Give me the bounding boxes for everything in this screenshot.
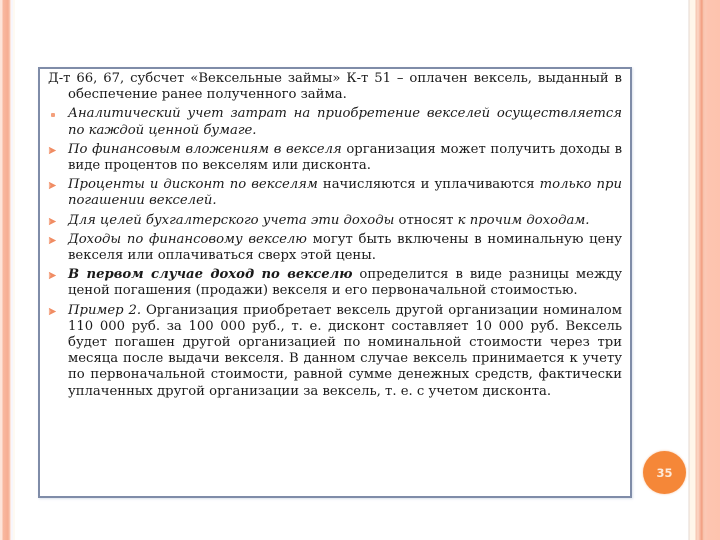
page-number-badge: 35 — [643, 451, 686, 494]
item-text: организация может получить доходы в виде процентов по векселям или дисконта. — [68, 141, 622, 174]
slide-frame-right-border — [688, 0, 720, 540]
list-item-first-case — [48, 267, 622, 299]
item-text: могут быть включены в номинальную цену векселя или оплачиваться сверх этой цены. — [68, 231, 622, 264]
arrow-bullet-icon — [48, 236, 57, 245]
slide-text-box — [38, 67, 632, 498]
item-text-italic: Аналитический учет затрат на приобретение векселей осуществляется по каждой ценной бумаге. — [68, 106, 622, 138]
intro-text: Д-т 66, 67, субсчет «Вексельные займы» К-т 51 – оплачен вексель, выданный в обеспечение ранее полученного займа. — [48, 71, 622, 103]
list-item-interest-discount — [48, 177, 622, 209]
item-text-italic-tail: только при погашении векселей. — [68, 177, 622, 209]
arrow-bullet-icon — [48, 181, 57, 190]
slide-frame-left-border — [0, 0, 15, 540]
arrow-bullet-icon — [48, 307, 57, 316]
list-item-accounting-purposes — [48, 213, 622, 229]
intro-paragraph — [48, 71, 622, 103]
list-item-financial-investments — [48, 142, 622, 174]
item-text-italic-tail: к прочим доходам. — [457, 212, 590, 228]
item-text: относят — [394, 212, 458, 228]
item-text: Организация приобретает вексель другой организации номиналом 110 000 руб. за 100 000 руб., т. е. дисконт составляет 10 000 руб. Вексель будет погашен другой организацией по номинальной стоимости через три месяца после выдачи векселя. В данном случае вексель принимается к учету по первоначальной стоимости, равной сумме денежных средств, фактически уплаченных другой организации за вексель, т. е. с учетом дисконта. — [68, 302, 622, 399]
list-item-bill-income — [48, 232, 622, 264]
arrow-bullet-icon — [48, 271, 57, 280]
item-text-italic: Для целей бухгалтерского учета эти доходы — [68, 212, 395, 228]
square-bullet-icon — [48, 110, 57, 119]
list-item-analytic-accounting — [48, 106, 622, 138]
item-text: определится в виде разницы между ценой погашения (продажи) векселя и его первоначальной стоимостью. — [68, 267, 622, 299]
item-text-bold-italic: В первом случае доход по векселю — [68, 267, 353, 283]
item-text: начисляются и уплачиваются — [317, 177, 540, 193]
arrow-bullet-icon — [48, 146, 57, 155]
item-text-italic: Пример 2. — [68, 302, 142, 318]
item-text-italic: По финансовым вложениям в векселя — [68, 141, 342, 157]
list-item-example-2 — [48, 303, 622, 400]
arrow-bullet-icon — [48, 217, 57, 226]
item-text-italic: Доходы по финансовому векселю — [68, 231, 307, 247]
item-text-italic: Проценты и дисконт по векселям — [68, 177, 318, 193]
